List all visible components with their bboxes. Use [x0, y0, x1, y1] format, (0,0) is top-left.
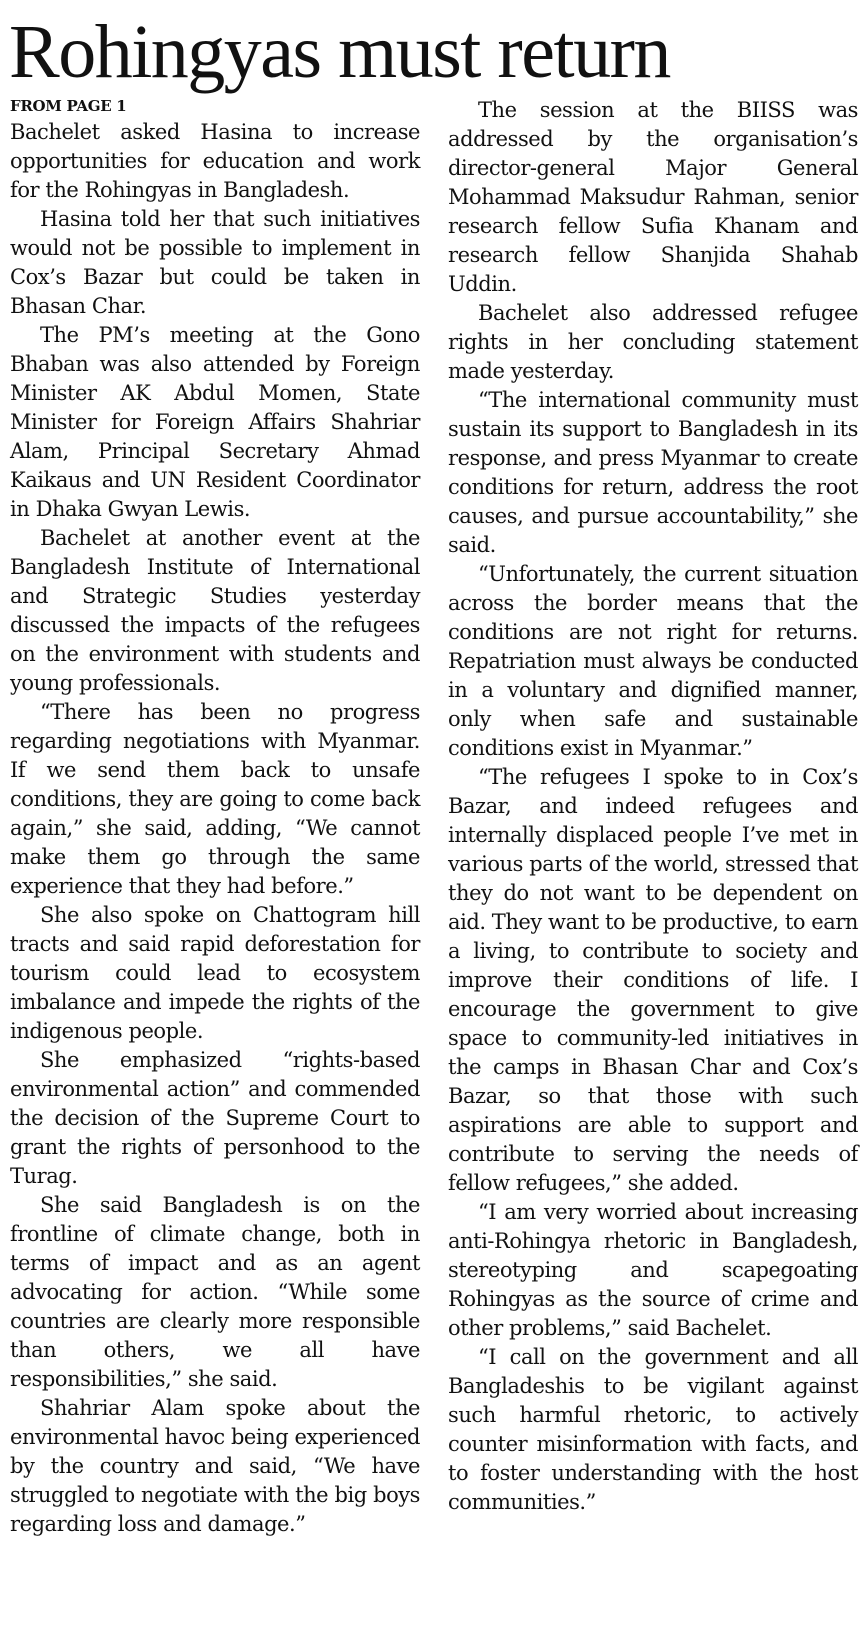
headline: Rohingyas must return: [9, 10, 670, 94]
paragraph: The PM’s meeting at the Gono Bhaban was also attended by Foreign Minister AK Abdul Momen, State Minister for Foreign Affairs Shahriar Alam, Principal Secretary Ahmad Kaikaus and UN Resident Coordinator in Dhaka Gwyan Lewis.: [10, 323, 420, 521]
paragraph: “The international community must sustain its support to Bangladesh in its response, and press Myanmar to create conditions for return, address the root causes, and pursue accountability,” she said.: [448, 388, 858, 557]
paragraph: Shahriar Alam spoke about the environmental havoc being experienced by the country and said, “We have struggled to negotiate with the big boys regarding loss and damage.”: [10, 1396, 421, 1536]
paragraph: Hasina told her that such initiatives would not be possible to implement in Cox’s Bazar but could be taken in Bhasan Char.: [10, 207, 420, 318]
paragraph: Bachelet asked Hasina to increase opportunities for education and work for the Rohingyas in Bangladesh.: [10, 120, 420, 202]
paragraph: Bachelet also addressed refugee rights in her concluding statement made yesterday.: [448, 301, 858, 383]
paragraph: She said Bangladesh is on the frontline of climate change, both in terms of impact and as an agent advocating for action. “While some countries are clearly more responsible than others, we all have responsibilities,” she said.: [10, 1193, 420, 1391]
paragraph: “There has been no progress regarding negotiations with Myanmar. If we send them back to unsafe conditions, they are going to come back again,” she said, adding, “We cannot make them go through the same experience that they had before.”: [10, 700, 420, 898]
continuation-kicker: FROM PAGE 1: [10, 97, 127, 115]
paragraph: She emphasized “rights-based environmental action” and commended the decision of the Supreme Court to grant the rights of personhood to the Turag.: [10, 1048, 420, 1188]
paragraph: “I am very worried about increasing anti-Rohingya rhetoric in Bangladesh, stereotyping and scapegoating Rohingyas as the source of crime and other problems,” said Bachelet.: [448, 1200, 858, 1340]
paragraph: “The refugees I spoke to in Cox’s Bazar, and indeed refugees and internally displaced people I’ve met in various parts of the world, stressed that they do not want to be dependent on aid. They want to be productive, to earn a living, to contribute to society and improve their conditions of life. I encourage the government to give space to community-led initiatives in the camps in Bhasan Char and Cox’s Bazar, so that those with such aspirations are able to support and contribute to serving the needs of fellow refugees,” she added.: [448, 765, 858, 1195]
left-column: [10, 118, 420, 1539]
right-column: [448, 96, 858, 1517]
paragraph: She also spoke on Chattogram hill tracts and said rapid deforestation for tourism could lead to ecosystem imbalance and impede the rights of the indigenous people.: [10, 903, 420, 1043]
paragraph: “I call on the government and all Bangladeshis to be vigilant against such harmful rhetoric, to actively counter misinformation with facts, and to foster understanding with the host communities.”: [448, 1345, 858, 1514]
paragraph: Bachelet at another event at the Bangladesh Institute of International and Strategic Studies yesterday discussed the impacts of the refugees on the environment with students and young professionals.: [10, 526, 420, 695]
paragraph: “Unfortunately, the current situation across the border means that the conditions are not right for returns. Repatriation must always be conducted in a voluntary and dignified manner, only when safe and sustainable conditions exist in Myanmar.”: [448, 562, 858, 760]
paragraph: The session at the BIISS was addressed by the organisation’s director-general Major General Mohammad Maksudur Rahman, senior research fellow Sufia Khanam and research fellow Shanjida Shahab Uddin.: [448, 98, 858, 296]
